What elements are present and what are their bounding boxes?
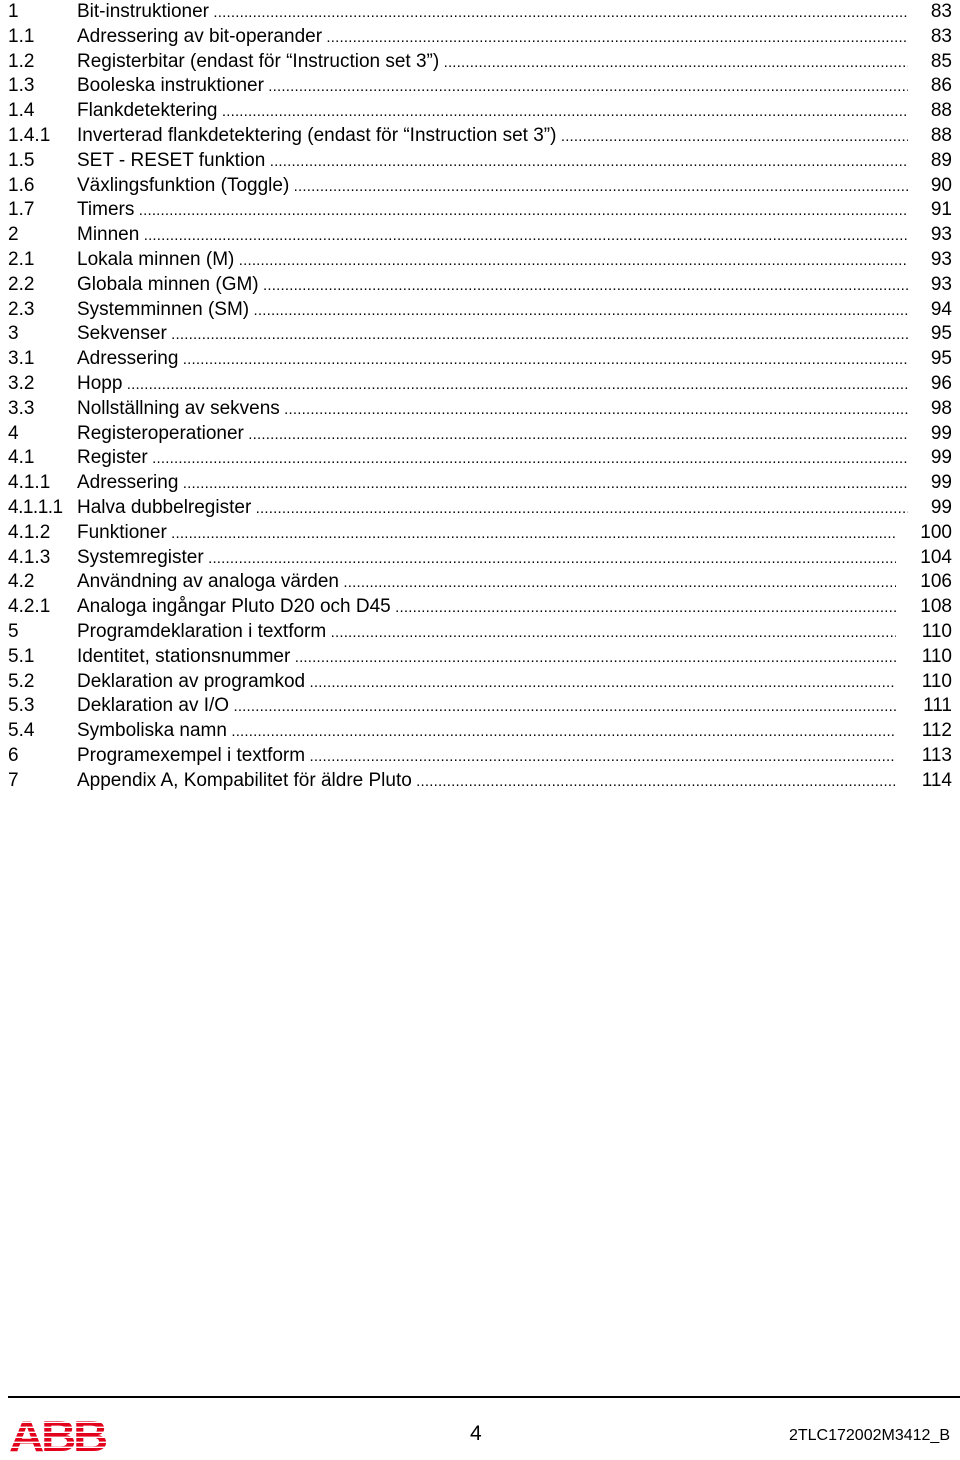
toc-entry-page: 111 [919, 694, 952, 718]
toc-entry-title: Minnen ..... [77, 223, 908, 248]
toc-entry-page: 93 [927, 223, 952, 247]
toc-entry-title: Användning av analoga värden ..... [77, 570, 896, 595]
toc-entry[interactable] [0, 446, 952, 471]
toc-entry-page: 85 [927, 50, 952, 74]
toc-entry-title: Hopp ..... [77, 372, 908, 397]
toc-entry-page: 83 [927, 0, 952, 24]
toc-entry-number: 1.1 [8, 25, 35, 47]
toc-entry[interactable] [0, 273, 952, 298]
toc-entry-page: 108 [916, 595, 952, 619]
toc-entry-page: 110 [918, 620, 952, 644]
toc-entry[interactable] [0, 521, 952, 546]
toc-entry-number: 3.3 [8, 397, 35, 419]
toc-entry-page: 112 [918, 719, 952, 743]
toc-entry-title: Sekvenser ..... [77, 322, 908, 347]
toc-entry-number: 7 [8, 769, 19, 791]
toc-entry-page: 110 [918, 670, 952, 694]
toc-entry-page: 93 [927, 248, 952, 272]
toc-entry-title: Systemregister ..... [77, 546, 896, 571]
toc-entry-number: 2.1 [8, 249, 35, 270]
toc-entry-number: 3.2 [8, 373, 35, 394]
toc-entry[interactable] [0, 620, 952, 645]
toc-entry-title: Symboliska namn ..... [77, 719, 896, 744]
toc-entry-title: Registerbitar (endast för “Instruction set 3”) ..... [77, 50, 908, 75]
toc-entry-title: Funktioner ..... [77, 521, 896, 546]
toc-entry-number: 4.1.1 [8, 472, 51, 494]
toc-entry-number: 1.4.1 [8, 125, 51, 146]
toc-entry-number: 1.7 [8, 199, 35, 221]
toc-entry-title: Systemminnen (SM) ..... [77, 298, 908, 323]
toc-entry-number: 3.1 [8, 348, 35, 370]
toc-entry[interactable] [0, 124, 952, 149]
toc-entry-page: 96 [927, 372, 952, 396]
toc-entry-title: Identitet, stationsnummer ..... [77, 645, 896, 670]
toc-entry-page: 99 [927, 446, 952, 470]
toc-entry[interactable] [0, 670, 952, 695]
toc-entry-page: 89 [927, 149, 952, 173]
toc-entry-page: 114 [918, 769, 952, 793]
toc-entry-page: 93 [927, 273, 952, 297]
toc-entry-title: Globala minnen (GM) ..... [77, 273, 908, 298]
toc-entry-number: 2 [8, 224, 19, 246]
toc-entry-number: 1.4 [8, 100, 35, 122]
toc-entry-title: Analoga ingångar Pluto D20 och D45 ..... [77, 595, 896, 620]
toc-entry-number: 5.2 [8, 670, 35, 692]
toc-entry-page: 95 [927, 322, 952, 346]
toc-entry-title: Halva dubbelregister ..... [77, 496, 908, 521]
toc-entry-page: 99 [927, 422, 952, 446]
toc-entry-number: 5 [8, 621, 19, 642]
abb-logo [8, 1418, 106, 1454]
page-number: 4 [470, 1422, 482, 1445]
toc-entry[interactable] [0, 198, 952, 223]
toc-entry-title: Deklaration av programkod ..... [77, 670, 896, 695]
toc-entry-title: Registeroperationer ..... [77, 422, 908, 447]
toc-entry[interactable] [0, 744, 952, 769]
toc-entry-number: 4.2 [8, 571, 35, 593]
toc-entry-title: Appendix A, Kompabilitet för äldre Pluto ..... [77, 769, 896, 794]
footer-divider [8, 1396, 960, 1398]
toc-entry-number: 5.3 [8, 695, 35, 717]
toc-entry-title: Timers ..... [77, 198, 908, 223]
toc-entry-page: 95 [927, 347, 952, 371]
toc-entry-number: 1.3 [8, 75, 35, 97]
toc-entry[interactable] [0, 223, 952, 248]
toc-entry-number: 6 [8, 745, 19, 766]
toc-entry-number: 4.1.3 [8, 546, 51, 568]
toc-entry-number: 1.6 [8, 174, 35, 196]
toc-entry[interactable] [0, 298, 952, 323]
toc-entry-page: 99 [927, 496, 952, 520]
toc-entry[interactable] [0, 322, 952, 347]
toc-entry-title: Inverterad flankdetektering (endast för “Instruction set 3”) ..... [77, 124, 908, 149]
toc-entry[interactable] [0, 99, 952, 124]
toc-entry[interactable] [0, 347, 952, 372]
toc-entry[interactable] [0, 496, 952, 521]
toc-entry-number: 2.2 [8, 273, 35, 295]
toc-entry-number: 4 [8, 422, 19, 444]
toc-entry-number: 2.3 [8, 298, 35, 320]
toc-entry-number: 3 [8, 323, 19, 345]
toc-entry-page: 104 [916, 546, 952, 570]
toc-entry[interactable] [0, 174, 952, 199]
toc-entry-page: 88 [927, 124, 952, 148]
toc-entry[interactable] [0, 694, 952, 719]
toc-entry-number: 4.2.1 [8, 596, 51, 618]
toc-entry[interactable] [0, 50, 952, 75]
toc-entry-number: 5.4 [8, 720, 35, 742]
toc-entry-title: Bit-instruktioner ..... [77, 0, 908, 25]
toc-entry-page: 88 [927, 99, 952, 123]
toc-entry-page: 99 [927, 471, 952, 495]
toc-entry[interactable] [0, 248, 952, 273]
toc-entry-number: 4.1 [8, 447, 35, 469]
toc-entry-title: SET - RESET funktion ..... [77, 149, 908, 174]
toc-entry-page: 113 [918, 744, 952, 768]
toc-entry[interactable] [0, 372, 952, 397]
toc-entry-title: Adressering ..... [77, 347, 908, 372]
toc-entry-title: Adressering av bit-operander ..... [77, 25, 908, 50]
toc-entry-page: 106 [916, 570, 952, 594]
toc-entry-number: 1.2 [8, 50, 35, 72]
toc-entry[interactable] [0, 471, 952, 496]
toc-entry[interactable] [0, 719, 952, 744]
toc-entry-number: 5.1 [8, 645, 35, 667]
toc-entry-title: Booleska instruktioner ..... [77, 74, 908, 99]
toc-entry-page: 86 [927, 74, 952, 98]
toc-entry-page: 110 [918, 645, 952, 669]
toc-entry[interactable] [0, 546, 952, 571]
toc-entry[interactable] [0, 149, 952, 174]
toc-entry-title: Flankdetektering ..... [77, 99, 908, 124]
toc-entry-page: 94 [927, 298, 952, 322]
toc-entry-title: Adressering ..... [77, 471, 908, 496]
toc-entry[interactable] [0, 397, 952, 422]
toc-entry[interactable] [0, 422, 952, 447]
toc-entry-title: Programdeklaration i textform ..... [77, 620, 896, 645]
toc-entry-number: 4.1.1.1 [8, 497, 63, 518]
toc-entry-title: Växlingsfunktion (Toggle) ..... [77, 174, 908, 199]
toc-entry-page: 90 [927, 174, 952, 198]
toc-entry-page: 83 [927, 25, 952, 49]
svg-text:ABB: ABB [9, 1418, 106, 1454]
toc-entry[interactable] [0, 570, 952, 595]
toc-entry[interactable] [0, 769, 952, 794]
toc-entry-number: 1.5 [8, 149, 35, 171]
toc-entry[interactable] [0, 25, 952, 50]
toc-entry[interactable] [0, 595, 952, 620]
toc-entry-title: Deklaration av I/O ..... [77, 694, 896, 719]
toc-entry-title: Lokala minnen (M) ..... [77, 248, 908, 273]
toc-entry-page: 98 [927, 397, 952, 421]
toc-entry[interactable] [0, 74, 952, 99]
document-id: 2TLC172002M3412_B [788, 1427, 950, 1444]
toc-entry-page: 91 [927, 198, 952, 222]
toc-entry-title: Nollställning av sekvens ..... [77, 397, 908, 422]
toc-entry-page: 100 [916, 521, 952, 545]
toc-entry-number: 1 [8, 1, 19, 22]
toc-entry-title: Register ..... [77, 446, 908, 471]
toc-entry-title: Programexempel i textform ..... [77, 744, 896, 769]
toc-entry[interactable] [0, 0, 952, 25]
toc-entry-number: 4.1.2 [8, 521, 51, 543]
toc-entry[interactable] [0, 645, 952, 670]
